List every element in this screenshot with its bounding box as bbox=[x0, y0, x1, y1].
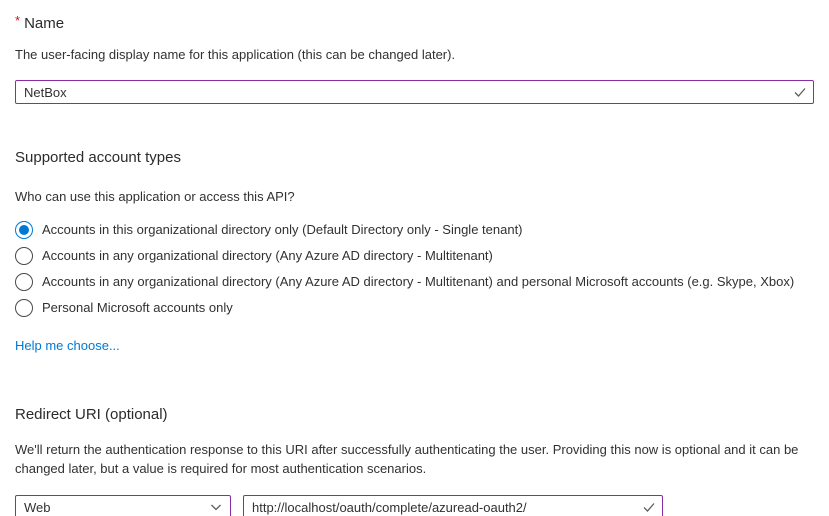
redirect-uri-row bbox=[15, 495, 814, 516]
account-types-question: Who can use this application or access this API? bbox=[15, 189, 295, 204]
radio-option-personal-only[interactable] bbox=[15, 295, 814, 321]
redirect-uri-input-wrap bbox=[243, 495, 663, 516]
platform-select[interactable] bbox=[15, 495, 231, 516]
redirect-uri-input[interactable] bbox=[243, 495, 663, 516]
radio-button-icon[interactable] bbox=[15, 247, 33, 265]
radio-option-label: Accounts in any organizational directory (Any Azure AD directory - Multitenant) and personal Microsoft accounts (e.g. Skype, Xbox) bbox=[42, 274, 795, 289]
help-me-choose-link[interactable]: Help me choose... bbox=[15, 338, 120, 353]
radio-button-icon[interactable] bbox=[15, 299, 33, 317]
radio-option-multitenant-personal[interactable] bbox=[15, 269, 814, 295]
radio-button-icon[interactable] bbox=[15, 221, 33, 239]
account-type-radio-group bbox=[15, 217, 814, 321]
name-field-description: The user-facing display name for this application (this can be changed later). bbox=[15, 47, 456, 62]
name-input[interactable] bbox=[15, 80, 814, 104]
redirect-uri-description: We'll return the authentication response to this URI after successfully authenticating the user. Providing this now is optional and it can be changed later, but a value is required for most authentication scenarios. bbox=[15, 442, 799, 476]
name-label-text: Name bbox=[24, 15, 65, 32]
radio-button-icon[interactable] bbox=[15, 273, 33, 291]
radio-option-label: Personal Microsoft accounts only bbox=[42, 300, 233, 315]
redirect-uri-title: Redirect URI (optional) bbox=[15, 406, 168, 423]
supported-account-types-title: Supported account types bbox=[15, 149, 181, 166]
name-input-wrap bbox=[15, 80, 814, 104]
radio-option-label: Accounts in any organizational directory (Any Azure AD directory - Multitenant) bbox=[42, 248, 493, 263]
required-asterisk: * bbox=[15, 13, 21, 28]
radio-option-label: Accounts in this organizational directory only (Default Directory only - Single tenant) bbox=[42, 222, 523, 237]
app-registration-form bbox=[0, 11, 829, 516]
chevron-down-icon bbox=[209, 500, 223, 514]
platform-select-value: Web bbox=[24, 499, 51, 515]
name-field-label bbox=[15, 11, 814, 34]
radio-option-multitenant[interactable] bbox=[15, 243, 814, 269]
radio-option-single-tenant[interactable] bbox=[15, 217, 814, 243]
